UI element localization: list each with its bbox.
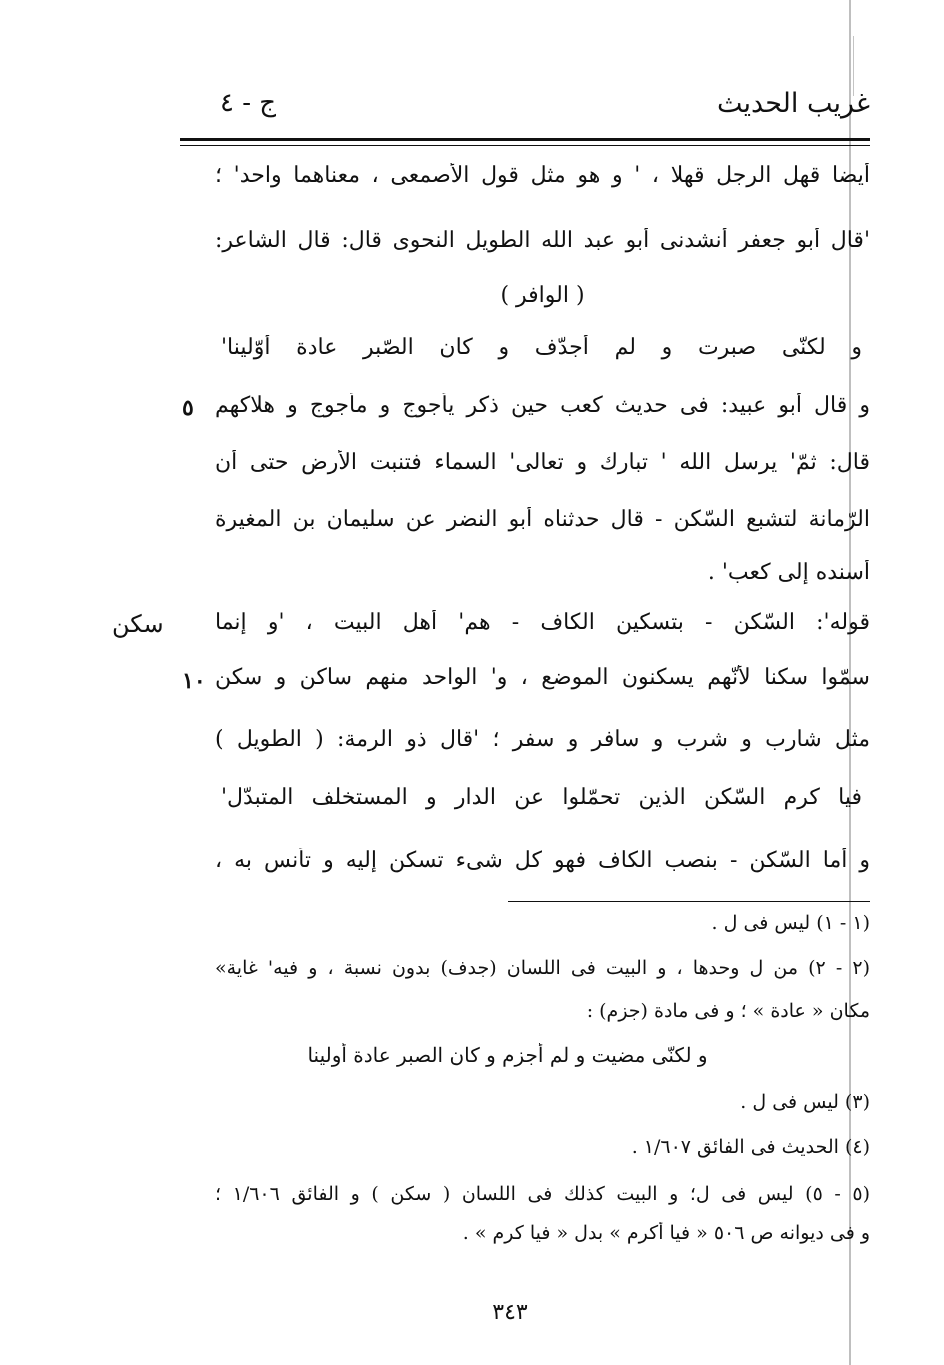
footnote-2-cont: مكان « عادة » ؛ و فى مادة (جزم) : xyxy=(586,1000,870,1022)
line-number-10: ١٠ xyxy=(182,668,206,694)
footnote-verse: و لكنّى مضيت و لم أجزم و كان الصبر عادة أولينا xyxy=(307,1043,708,1067)
footnote-rule xyxy=(508,901,870,902)
footnote-3: (٣) ليس فى ل . xyxy=(740,1091,870,1113)
body-line-6: قال: ثمّ' يرسل الله ' تبارك و تعالى' السماء فتنبت الأرض حتى أن xyxy=(215,450,870,475)
body-line-7: الرّمانة لتشبع السّكن - قال حدثناه أبو النضر عن سليمان بن المغيرة xyxy=(215,507,870,532)
verse-line-2: فيا كرم السّكن الذين تحمّلوا عن الدار و المستخلف المتبدّل' xyxy=(221,785,862,810)
header-rule-thin xyxy=(180,145,870,146)
body-line-11: مثل شارب و شرب و سافر و سفر ؛ 'قال ذو الرمة: ( الطويل ) xyxy=(215,727,870,752)
running-title: غريب الحديث xyxy=(717,88,870,119)
footnote-2: (٢ - ٢) من ل وحدها ، و البيت فى اللسان (جدف) بدون نسبة ، و فيه' غاية» xyxy=(215,957,870,979)
body-line-13: و أما السّكن - بنصب الكاف فهو كل شىء تسكن إليه و تأنس به ، xyxy=(215,848,870,873)
meter-label-wafir: ( الوافر ) xyxy=(500,283,585,308)
footnote-5: (٥ - ٥) ليس فى ل؛ و البيت كذلك فى اللسان ( سكن ) و الفائق ١/٦٠٦ ؛ xyxy=(215,1183,870,1205)
body-line-5: و قال أبو عبيد: فى حديث كعب حين ذكر يأجوج و مأجوج و هلاكهم xyxy=(215,393,870,418)
footnote-1: (١ - ١) ليس فى ل . xyxy=(711,912,870,934)
body-line-9: قوله': السّكن - بتسكين الكاف - هم' أهل البيت ، 'و إنما xyxy=(215,610,870,635)
line-number-5: ٥ xyxy=(182,395,194,421)
body-line-10: سمّوا سكنا لأنّهم يسكنون الموضع ، و' الواحد منهم ساكن و سكن xyxy=(215,665,870,690)
verse-line-1: و لكنّى صبرت و لم أجدّف و كان الصّبر عادة أوّلينا' xyxy=(221,335,862,360)
footnote-5-cont: و فى ديوانه ص ٥٠٦ « فيا أكرم » بدل « فيا كرم » . xyxy=(462,1222,870,1244)
body-line-1: أيضا قهل الرجل قهلا ، ' و هو مثل قول الأصمعى ، معناهما واحد' ؛ xyxy=(215,163,870,188)
margin-note: سكن xyxy=(112,610,164,638)
body-line-2: 'قال أبو جعفر أنشدنى أبو عبد الله الطويل النحوى قال: قال الشاعر: xyxy=(215,228,870,253)
scan-binding-mark xyxy=(853,36,854,96)
page-header xyxy=(180,88,870,132)
volume-label: ج - ٤ xyxy=(220,88,277,118)
page-number: ٣٤٣ xyxy=(492,1300,528,1325)
body-line-8: أسنده إلى كعب' . xyxy=(707,560,870,585)
footnote-4: (٤) الحديث فى الفائق ١/٦٠٧ . xyxy=(631,1136,870,1158)
header-rule-thick xyxy=(180,138,870,141)
